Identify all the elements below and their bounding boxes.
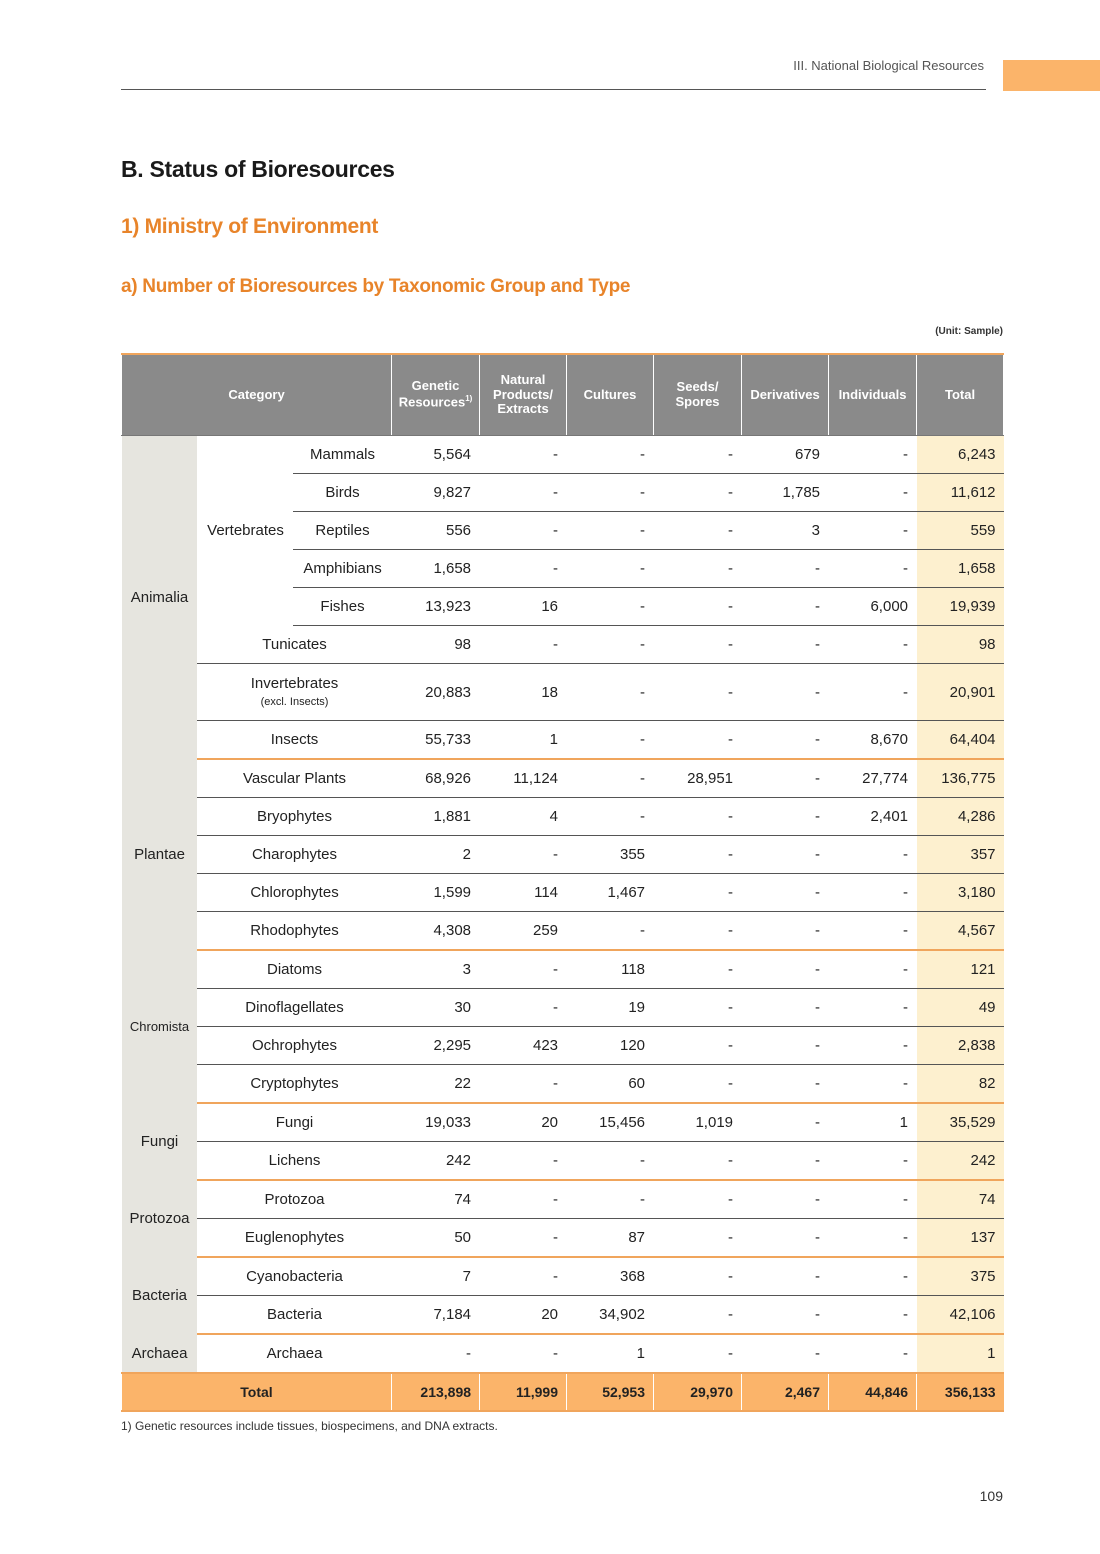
value-cell: 1,467 (567, 874, 654, 912)
row-name: Fishes (294, 588, 392, 626)
table-row (122, 626, 1004, 664)
value-cell: - (392, 1334, 480, 1373)
value-cell: - (829, 474, 917, 512)
value-cell: 87 (567, 1219, 654, 1258)
row-name: Diatoms (198, 950, 392, 989)
value-cell: 1,019 (654, 1103, 742, 1142)
value-cell: - (829, 874, 917, 912)
table-row (122, 759, 1004, 798)
value-cell: 27,774 (829, 759, 917, 798)
value-cell: - (654, 1219, 742, 1258)
group-animalia: Animalia (122, 436, 198, 760)
table-row (122, 664, 1004, 721)
value-cell: - (567, 474, 654, 512)
table-row (122, 1180, 1004, 1219)
value-cell: 60 (567, 1065, 654, 1104)
total-row (122, 1373, 1004, 1411)
table-title: a) Number of Bioresources by Taxonomic Group and Type (121, 276, 631, 297)
col-genetic: Genetic Resources$^{1)}$ (392, 354, 480, 436)
value-cell: - (480, 836, 567, 874)
row-name: Birds (294, 474, 392, 512)
table-row (122, 1142, 1004, 1181)
value-cell: 7 (392, 1257, 480, 1296)
value-cell: - (654, 1334, 742, 1373)
value-cell: 20 (480, 1296, 567, 1335)
row-total-cell: 357 (917, 836, 1004, 874)
value-cell: 19 (567, 989, 654, 1027)
table-row (122, 436, 1004, 474)
total-value: 52,953 (567, 1373, 654, 1411)
row-total-cell: 49 (917, 989, 1004, 1027)
value-cell: - (829, 664, 917, 721)
value-cell: - (829, 912, 917, 951)
value-cell: - (480, 550, 567, 588)
row-total-cell: 42,106 (917, 1296, 1004, 1335)
value-cell: - (567, 721, 654, 760)
row-total-cell: 1 (917, 1334, 1004, 1373)
total-value: 44,846 (829, 1373, 917, 1411)
value-cell: 1 (829, 1103, 917, 1142)
group-plantae: Plantae (122, 759, 198, 950)
value-cell: - (829, 626, 917, 664)
row-name: Cyanobacteria (198, 1257, 392, 1296)
value-cell: - (742, 912, 829, 951)
row-name: Protozoa (198, 1180, 392, 1219)
table-row (122, 1027, 1004, 1065)
value-cell: - (829, 1296, 917, 1335)
table-row (122, 989, 1004, 1027)
value-cell: - (742, 550, 829, 588)
group-protozoa: Protozoa (122, 1180, 198, 1257)
col-total: Total (917, 354, 1004, 436)
page-number: 109 (979, 1488, 1003, 1504)
value-cell: - (567, 588, 654, 626)
row-name: Dinoflagellates (198, 989, 392, 1027)
row-total-cell: 11,612 (917, 474, 1004, 512)
row-total-cell: 136,775 (917, 759, 1004, 798)
value-cell: - (742, 989, 829, 1027)
row-total-cell: 19,939 (917, 588, 1004, 626)
footnote: 1) Genetic resources include tissues, biospecimens, and DNA extracts. (121, 1419, 498, 1433)
value-cell: - (829, 436, 917, 474)
ministry-title: 1) Ministry of Environment (121, 215, 379, 238)
value-cell: 18 (480, 664, 567, 721)
value-cell: 679 (742, 436, 829, 474)
value-cell: - (654, 989, 742, 1027)
value-cell: 20,883 (392, 664, 480, 721)
value-cell: - (654, 664, 742, 721)
row-name: Vascular Plants (198, 759, 392, 798)
row-name: Bryophytes (198, 798, 392, 836)
value-cell: 1,881 (392, 798, 480, 836)
row-name: Cryptophytes (198, 1065, 392, 1104)
value-cell: - (654, 874, 742, 912)
value-cell: - (654, 836, 742, 874)
value-cell: - (480, 626, 567, 664)
table-row (122, 1296, 1004, 1335)
value-cell: - (742, 798, 829, 836)
subgroup-vertebrates: Vertebrates (198, 436, 294, 626)
row-name: Tunicates (198, 626, 392, 664)
value-cell: 55,733 (392, 721, 480, 760)
value-cell: 34,902 (567, 1296, 654, 1335)
value-cell: - (742, 1219, 829, 1258)
value-cell: - (742, 664, 829, 721)
col-seeds: Seeds/ Spores (654, 354, 742, 436)
value-cell: - (567, 436, 654, 474)
value-cell: - (480, 436, 567, 474)
group-chromista: Chromista (122, 950, 198, 1103)
value-cell: - (480, 1334, 567, 1373)
value-cell: - (567, 1142, 654, 1181)
value-cell: - (742, 626, 829, 664)
value-cell: - (654, 798, 742, 836)
value-cell: - (567, 664, 654, 721)
row-name: Ochrophytes (198, 1027, 392, 1065)
value-cell: 355 (567, 836, 654, 874)
table-row (122, 874, 1004, 912)
row-name: Insects (198, 721, 392, 760)
value-cell: - (742, 1103, 829, 1142)
total-value: 213,898 (392, 1373, 480, 1411)
row-total-cell: 559 (917, 512, 1004, 550)
row-name (198, 664, 392, 721)
row-total-cell: 64,404 (917, 721, 1004, 760)
value-cell: 259 (480, 912, 567, 951)
value-cell: 16 (480, 588, 567, 626)
value-cell: 98 (392, 626, 480, 664)
col-category: Category (122, 354, 392, 436)
row-name-text: Invertebrates (250, 674, 339, 692)
value-cell: 5,564 (392, 436, 480, 474)
row-total-cell: 121 (917, 950, 1004, 989)
value-cell: - (567, 512, 654, 550)
value-cell: - (654, 1296, 742, 1335)
value-cell: - (567, 626, 654, 664)
value-cell: - (567, 550, 654, 588)
table-row (122, 836, 1004, 874)
value-cell: 1,785 (742, 474, 829, 512)
total-value: 11,999 (480, 1373, 567, 1411)
value-cell: - (654, 474, 742, 512)
table-row (122, 798, 1004, 836)
row-name: Charophytes (198, 836, 392, 874)
value-cell: - (654, 550, 742, 588)
unit-label: (Unit: Sample) (935, 326, 1003, 337)
value-cell: - (480, 950, 567, 989)
value-cell: - (654, 1142, 742, 1181)
value-cell: 68,926 (392, 759, 480, 798)
value-cell: - (654, 912, 742, 951)
value-cell: 1 (480, 721, 567, 760)
table-row (122, 1219, 1004, 1258)
value-cell: 2,401 (829, 798, 917, 836)
running-header: III. National Biological Resources (793, 58, 984, 73)
value-cell: - (567, 1180, 654, 1219)
bioresources-table (121, 353, 1004, 1412)
value-cell: 30 (392, 989, 480, 1027)
value-cell: - (829, 1334, 917, 1373)
table-header-row (122, 354, 1004, 436)
value-cell: - (480, 1142, 567, 1181)
total-value: 29,970 (654, 1373, 742, 1411)
col-natural: Natural Products/ Extracts (480, 354, 567, 436)
section-title: B. Status of Bioresources (121, 156, 395, 182)
value-cell: - (742, 721, 829, 760)
value-cell: 4 (480, 798, 567, 836)
col-derivatives: Derivatives (742, 354, 829, 436)
row-name: Fungi (198, 1103, 392, 1142)
value-cell: - (480, 989, 567, 1027)
value-cell: - (829, 1257, 917, 1296)
row-name: Euglenophytes (198, 1219, 392, 1258)
value-cell: - (742, 1142, 829, 1181)
value-cell: 242 (392, 1142, 480, 1181)
row-total-cell: 20,901 (917, 664, 1004, 721)
value-cell: - (742, 874, 829, 912)
value-cell: - (654, 588, 742, 626)
row-name: Bacteria (198, 1296, 392, 1335)
header-color-tab (1003, 60, 1100, 91)
value-cell: - (829, 836, 917, 874)
value-cell: - (654, 436, 742, 474)
row-total-cell: 74 (917, 1180, 1004, 1219)
value-cell: - (654, 950, 742, 989)
value-cell: - (480, 1257, 567, 1296)
value-cell: - (742, 950, 829, 989)
value-cell: 15,456 (567, 1103, 654, 1142)
value-cell: 74 (392, 1180, 480, 1219)
row-total-cell: 82 (917, 1065, 1004, 1104)
value-cell: - (742, 1180, 829, 1219)
value-cell: - (654, 1180, 742, 1219)
value-cell: 1,599 (392, 874, 480, 912)
total-value: 2,467 (742, 1373, 829, 1411)
value-cell: - (742, 1257, 829, 1296)
value-cell: 4,308 (392, 912, 480, 951)
value-cell: - (829, 1180, 917, 1219)
value-cell: 2,295 (392, 1027, 480, 1065)
row-total-cell: 6,243 (917, 436, 1004, 474)
row-total-cell: 4,286 (917, 798, 1004, 836)
table-row (122, 1065, 1004, 1104)
value-cell: - (829, 550, 917, 588)
value-cell: - (829, 512, 917, 550)
value-cell: 1 (567, 1334, 654, 1373)
value-cell: 2 (392, 836, 480, 874)
row-name-note: (excl. Insects) (260, 696, 329, 708)
table-row (122, 1257, 1004, 1296)
table-row (122, 1103, 1004, 1142)
value-cell: 8,670 (829, 721, 917, 760)
row-total-cell: 242 (917, 1142, 1004, 1181)
value-cell: 114 (480, 874, 567, 912)
value-cell: 22 (392, 1065, 480, 1104)
value-cell: 6,000 (829, 588, 917, 626)
row-name: Mammals (294, 436, 392, 474)
value-cell: - (654, 1027, 742, 1065)
value-cell: - (480, 474, 567, 512)
value-cell: 9,827 (392, 474, 480, 512)
value-cell: - (654, 626, 742, 664)
total-value: 356,133 (917, 1373, 1004, 1411)
table-row (122, 721, 1004, 760)
value-cell: 20 (480, 1103, 567, 1142)
value-cell: 3 (392, 950, 480, 989)
value-cell: - (480, 1065, 567, 1104)
value-cell: - (654, 1065, 742, 1104)
value-cell: - (829, 1065, 917, 1104)
table-row (122, 912, 1004, 951)
value-cell: - (829, 1219, 917, 1258)
group-archaea: Archaea (122, 1334, 198, 1373)
value-cell: - (742, 759, 829, 798)
value-cell: 3 (742, 512, 829, 550)
value-cell: - (829, 989, 917, 1027)
value-cell: 1,658 (392, 550, 480, 588)
header-rule (121, 89, 986, 90)
row-name: Archaea (198, 1334, 392, 1373)
row-name: Amphibians (294, 550, 392, 588)
value-cell: - (480, 1219, 567, 1258)
value-cell: - (829, 1142, 917, 1181)
value-cell: 19,033 (392, 1103, 480, 1142)
row-total-cell: 137 (917, 1219, 1004, 1258)
table-row (122, 1334, 1004, 1373)
value-cell: - (829, 950, 917, 989)
value-cell: - (567, 912, 654, 951)
value-cell: - (480, 512, 567, 550)
row-total-cell: 1,658 (917, 550, 1004, 588)
total-label: Total (122, 1373, 392, 1411)
col-individuals: Individuals (829, 354, 917, 436)
value-cell: - (742, 1065, 829, 1104)
value-cell: 120 (567, 1027, 654, 1065)
value-cell: - (742, 1296, 829, 1335)
value-cell: 11,124 (480, 759, 567, 798)
value-cell: - (567, 759, 654, 798)
row-total-cell: 98 (917, 626, 1004, 664)
row-name: Reptiles (294, 512, 392, 550)
value-cell: 556 (392, 512, 480, 550)
value-cell: - (742, 1334, 829, 1373)
value-cell: - (829, 1027, 917, 1065)
row-name: Lichens (198, 1142, 392, 1181)
value-cell: - (742, 588, 829, 626)
row-name: Chlorophytes (198, 874, 392, 912)
value-cell: 118 (567, 950, 654, 989)
value-cell: 368 (567, 1257, 654, 1296)
row-total-cell: 4,567 (917, 912, 1004, 951)
value-cell: 50 (392, 1219, 480, 1258)
value-cell: - (654, 1257, 742, 1296)
table-row (122, 950, 1004, 989)
value-cell: - (654, 512, 742, 550)
row-total-cell: 375 (917, 1257, 1004, 1296)
value-cell: 7,184 (392, 1296, 480, 1335)
value-cell: - (742, 836, 829, 874)
value-cell: 13,923 (392, 588, 480, 626)
row-total-cell: 35,529 (917, 1103, 1004, 1142)
group-bacteria: Bacteria (122, 1257, 198, 1334)
value-cell: 423 (480, 1027, 567, 1065)
value-cell: - (480, 1180, 567, 1219)
value-cell: - (654, 721, 742, 760)
value-cell: 28,951 (654, 759, 742, 798)
value-cell: - (742, 1027, 829, 1065)
row-name: Rhodophytes (198, 912, 392, 951)
value-cell: - (567, 798, 654, 836)
row-total-cell: 3,180 (917, 874, 1004, 912)
group-fungi: Fungi (122, 1103, 198, 1180)
row-total-cell: 2,838 (917, 1027, 1004, 1065)
col-cultures: Cultures (567, 354, 654, 436)
